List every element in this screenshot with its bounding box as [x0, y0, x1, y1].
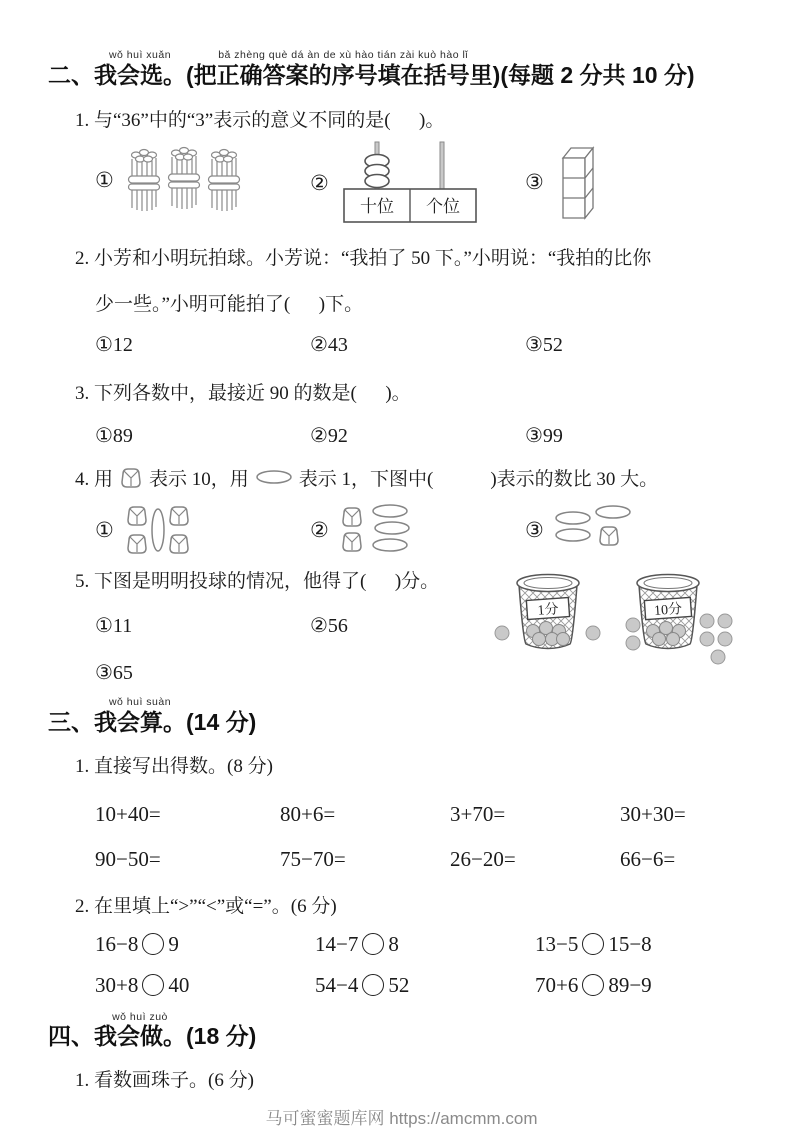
calc-row-2 [48, 847, 755, 872]
compare-left: 13−5 [535, 931, 579, 956]
loose-ball [495, 626, 509, 640]
section-calc-title-ruby [94, 697, 186, 735]
pinyin-wo-hui-zuo: wǒ huì zuò [112, 1010, 168, 1023]
q1-option-3 [525, 140, 602, 224]
stick-bundles-image [122, 140, 244, 220]
calc-problem: 90−50= [95, 846, 161, 871]
loose-ball [586, 626, 600, 640]
q2-option-1: ①12 [95, 334, 133, 357]
answer-circle [582, 933, 604, 955]
loose-ball [718, 632, 732, 646]
section-choose-title-ruby [94, 50, 186, 88]
question-1-options [48, 140, 755, 226]
compare-problem [315, 932, 535, 957]
ones-place-label: 个位 [425, 197, 460, 217]
section-choose-instruction-ruby [186, 50, 500, 88]
calc-problem: 80+6= [280, 801, 336, 826]
answer-circle [582, 974, 604, 996]
site-watermark: 马可蜜蜜题库网 https://amcmm.com [265, 1108, 538, 1128]
q4-option-2-image [337, 503, 415, 557]
calc-problem: 30+30= [620, 801, 686, 826]
section-choose-score: (每题 2 分共 10 分) [500, 61, 695, 88]
compare-right: 8 [388, 931, 399, 956]
question-2-options [48, 332, 755, 357]
q3-option-1: ①89 [95, 425, 133, 448]
q1-option-1 [95, 140, 310, 220]
compare-left: 30+8 [95, 972, 139, 997]
loose-ball [718, 614, 732, 628]
pinyin-instruction: bǎ zhèng què dá àn de xù hào tián zài kuò hào lǐ [218, 49, 469, 61]
loose-ball [700, 632, 714, 646]
calc-row-1 [48, 802, 755, 827]
calc-problem: 10+40= [95, 801, 161, 826]
compare-row-2 [48, 973, 755, 998]
compare-problem [95, 932, 315, 957]
q4-part2: 表示 10，用 [149, 469, 249, 491]
calc-problem: 75−70= [280, 846, 346, 871]
q4-option-3-number: ③ [525, 517, 544, 542]
calc-problem: 26−20= [450, 846, 516, 871]
tens-place-label: 十位 [359, 197, 394, 217]
q4-option-2-number: ② [310, 517, 329, 542]
question-2-line1: 2. 小芳和小明玩拍球。小芳说：“我拍了 50 下。”小明说：“我拍的比你 [75, 248, 652, 270]
q1-option-3-number: ③ [525, 169, 544, 194]
pinyin-wo-hui-xuan: wǒ huì xuǎn [108, 49, 172, 61]
q4-part1: 4. 用 [75, 469, 114, 491]
loose-ball [711, 650, 725, 664]
section-do-number: 四、 [48, 1023, 94, 1049]
calc-sub2-title: 2. 在里填上“>”“<”或“=”。(6 分) [75, 895, 337, 917]
loose-ball [700, 614, 714, 628]
question-4-text [48, 464, 755, 491]
compare-row-1 [48, 932, 755, 957]
question-4-options [48, 503, 755, 557]
compare-right: 52 [388, 972, 410, 997]
basket-score-image [493, 569, 751, 671]
section-do-header [48, 1012, 755, 1050]
section-choose-title: 我会选。 [94, 61, 186, 88]
calc-problem: 66−6= [620, 846, 676, 871]
answer-circle [142, 974, 164, 996]
do-sub1-title: 1. 看数画珠子。(6 分) [75, 1069, 254, 1091]
q4-option-1-image [122, 503, 194, 557]
place-value-chart-image [339, 140, 479, 226]
compare-left: 14−7 [315, 931, 359, 956]
answer-circle [362, 933, 384, 955]
compare-left: 16−8 [95, 931, 139, 956]
pinyin-wo-hui-suan: wǒ huì suàn [108, 696, 172, 709]
compare-right: 15−8 [608, 931, 652, 956]
question-5 [48, 569, 755, 691]
q1-option-2 [310, 140, 525, 226]
q5-option-1: ①11 [95, 615, 133, 638]
basket-1-label: 1分 [537, 602, 560, 619]
q4-option-1 [95, 503, 310, 557]
compare-right: 9 [168, 931, 179, 956]
section-calc-number: 三、 [48, 708, 94, 735]
section-calc-header [48, 697, 755, 735]
section-choose-instruction: (把正确答案的序号填在括号里) [186, 61, 501, 88]
q1-option-2-number: ② [310, 170, 329, 195]
q3-option-2: ②92 [310, 425, 348, 448]
answer-circle [142, 933, 164, 955]
section-calc-title: 我会算。 [94, 708, 186, 735]
section-choose-number: 二、 [48, 61, 94, 88]
compare-right: 40 [168, 972, 190, 997]
compare-right: 89−9 [608, 972, 652, 997]
question-5-text: 5. 下图是明明投球的情况，他得了( )分。 [75, 571, 440, 593]
loose-ball [626, 636, 640, 650]
question-2-line2: 少一些。”小明可能拍了( )下。 [95, 294, 364, 316]
cube-stack-image [556, 140, 602, 224]
q4-option-3-image [552, 503, 634, 557]
loose-ball [626, 618, 640, 632]
section-do-title-ruby [94, 1012, 186, 1050]
section-do-score: (18 分) [186, 1023, 257, 1049]
ten-block-icon [118, 467, 144, 489]
compare-problem [535, 932, 755, 957]
q4-part3: 表示 1，下图中( )表示的数比 30 大。 [298, 469, 659, 491]
q5-option-3: ③65 [95, 662, 133, 685]
answer-circle [362, 974, 384, 996]
section-do-title: 我会做。 [94, 1023, 186, 1049]
compare-left: 70+6 [535, 972, 579, 997]
compare-problem [535, 973, 755, 998]
one-oval-icon [254, 470, 294, 485]
question-1-text: 1. 与“36”中的“3”表示的意义不同的是( )。 [75, 110, 445, 132]
q4-option-2 [310, 503, 525, 557]
q5-option-2: ②56 [310, 615, 348, 638]
compare-left: 54−4 [315, 972, 359, 997]
basket-10-label: 10分 [653, 602, 683, 620]
basket-10fen [637, 575, 699, 649]
question-3-text: 3. 下列各数中，最接近 90 的数是( )。 [75, 383, 411, 405]
section-choose-header [48, 50, 755, 88]
q4-option-1-number: ① [95, 517, 114, 542]
basket-1fen [517, 575, 579, 649]
section-calc-score: (14 分) [186, 708, 257, 735]
compare-problem [315, 973, 535, 998]
calc-sub1-title: 1. 直接写出得数。(8 分) [75, 755, 273, 777]
q2-option-3: ③52 [525, 334, 563, 357]
question-3-options [48, 423, 755, 448]
q4-option-3 [525, 503, 634, 557]
q3-option-3: ③99 [525, 425, 563, 448]
calc-problem: 3+70= [450, 801, 506, 826]
compare-problem [95, 973, 315, 998]
q1-option-1-number: ① [95, 167, 114, 192]
q2-option-2: ②43 [310, 334, 348, 357]
